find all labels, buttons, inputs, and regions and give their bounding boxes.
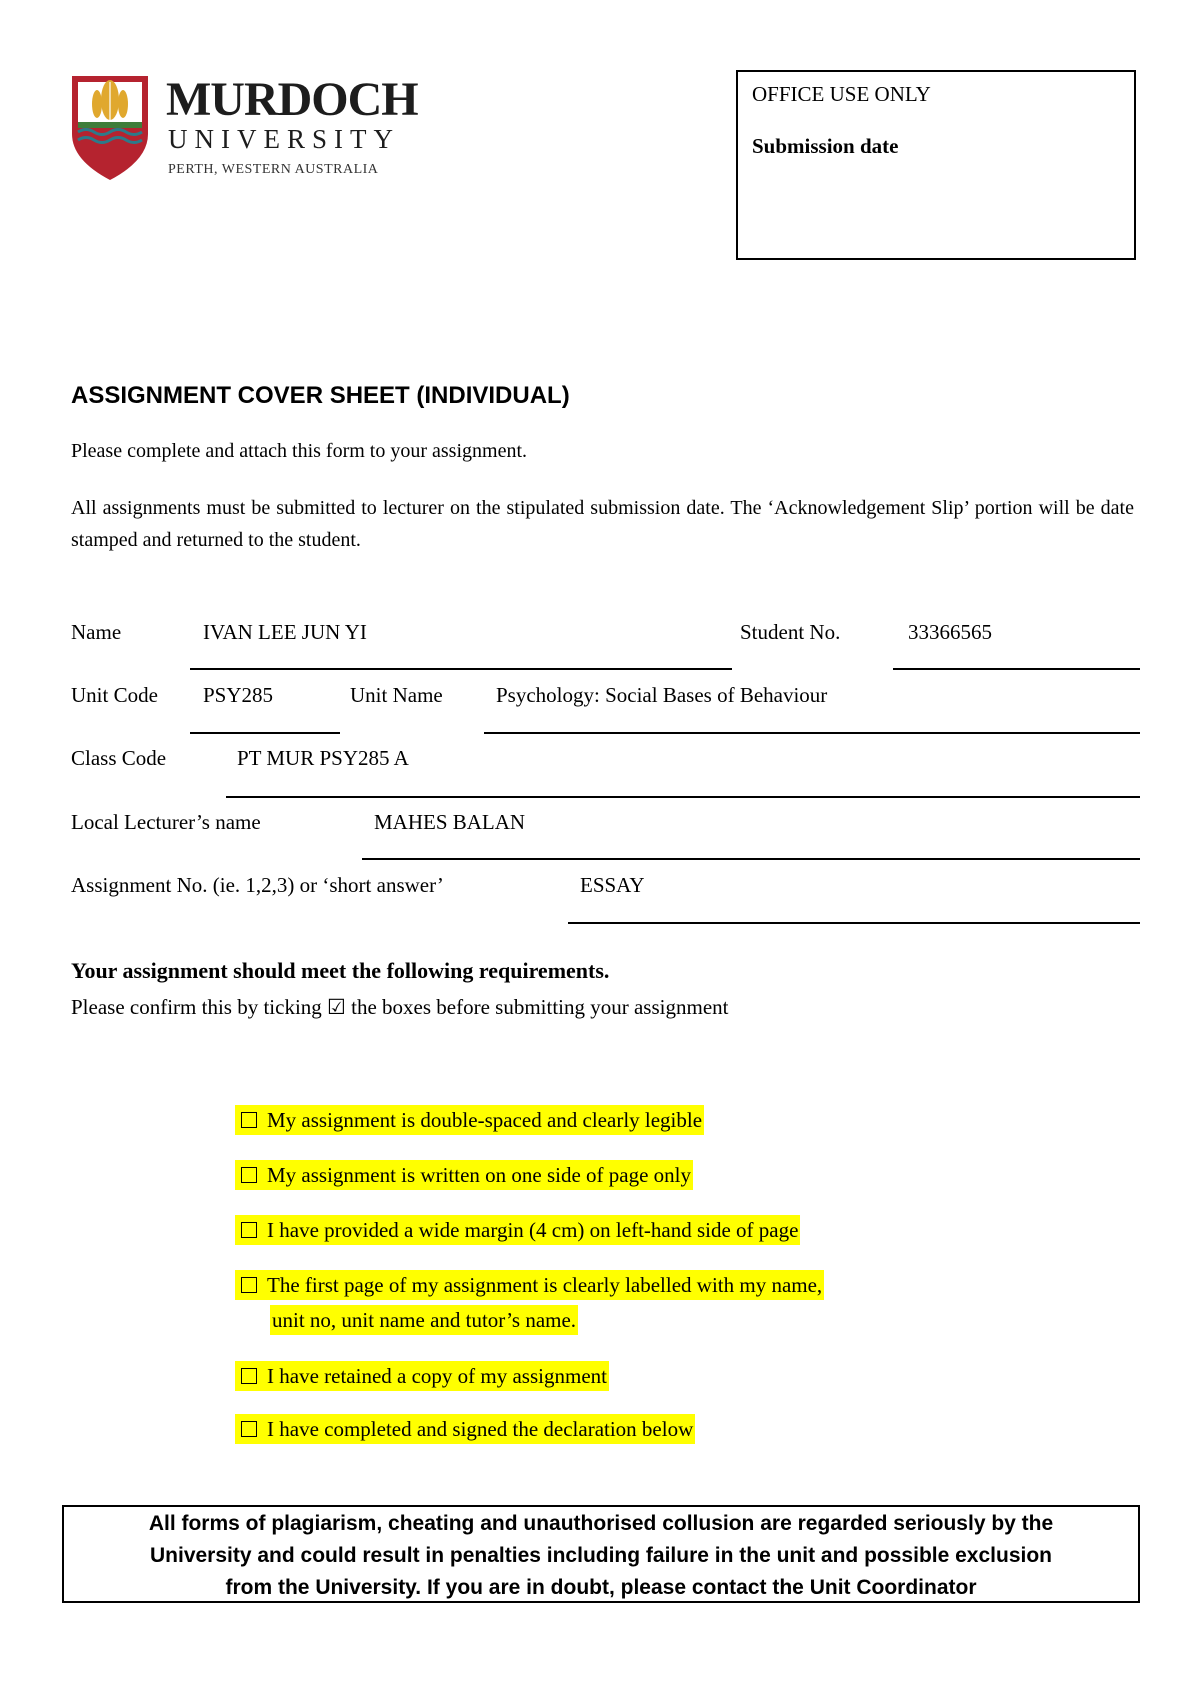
- requirement-item[interactable]: [235, 1414, 695, 1444]
- requirement-item[interactable]: [235, 1160, 693, 1190]
- page-title: ASSIGNMENT COVER SHEET (INDIVIDUAL): [71, 382, 570, 409]
- university-logo: [70, 73, 418, 184]
- name-underline: [190, 668, 732, 670]
- name-label: Name: [71, 620, 122, 644]
- lecturer-underline: [362, 858, 1140, 860]
- requirement-text: My assignment is double-spaced and clearly legible: [267, 1108, 703, 1132]
- logo-name-line1: MURDOCH: [166, 73, 418, 126]
- name-value[interactable]: IVAN LEE JUN YI: [203, 620, 367, 644]
- assignment-no-underline: [568, 922, 1140, 924]
- warning-line-3: from the University. If you are in doubt, please contact the Unit Coordinator: [225, 1576, 977, 1599]
- unit-name-label: Unit Name: [350, 683, 443, 707]
- logo-location: PERTH, WESTERN AUSTRALIA: [168, 162, 379, 177]
- submission-date-label: Submission date: [752, 134, 899, 158]
- requirement-item-continued: [270, 1305, 578, 1335]
- requirement-text: I have retained a copy of my assignment: [267, 1364, 607, 1388]
- intro-line-1: Please complete and attach this form to your assignment.: [71, 440, 527, 462]
- checkbox-icon[interactable]: [241, 1222, 257, 1238]
- lecturer-label: Local Lecturer’s name: [71, 810, 261, 834]
- requirement-text: I have completed and signed the declaration below: [267, 1417, 694, 1441]
- lecturer-value[interactable]: MAHES BALAN: [374, 810, 526, 834]
- assignment-no-label: Assignment No. (ie. 1,2,3) or ‘short answer’: [71, 873, 444, 897]
- requirement-item[interactable]: [235, 1215, 800, 1245]
- unit-name-value[interactable]: Psychology: Social Bases of Behaviour: [496, 683, 828, 707]
- checkbox-icon[interactable]: [241, 1421, 257, 1437]
- student-no-value[interactable]: 33366565: [908, 620, 992, 644]
- requirement-text: unit no, unit name and tutor’s name.: [272, 1308, 577, 1332]
- requirement-text: I have provided a wide margin (4 cm) on left-hand side of page: [267, 1218, 799, 1242]
- requirement-item[interactable]: [235, 1105, 704, 1135]
- class-code-value[interactable]: PT MUR PSY285 A: [237, 746, 409, 770]
- warning-line-1: All forms of plagiarism, cheating and unauthorised collusion are regarded seriously by the: [148, 1512, 1054, 1535]
- class-code-label: Class Code: [71, 746, 167, 770]
- office-use-title: OFFICE USE ONLY: [752, 82, 931, 106]
- intro-line-2: All assignments must be submitted to lecturer on the stipulated submission date. The ‘Acknowledgement Slip’ portion will be date stamped and returned to the student.: [71, 497, 1134, 551]
- warning-line-2: University and could result in penalties including failure in the unit and possible exclusion: [150, 1544, 1052, 1567]
- logo-name-line2: UNIVERSITY: [168, 124, 400, 154]
- student-no-label: Student No.: [740, 620, 841, 644]
- requirements-heading: Your assignment should meet the following requirements.: [71, 958, 610, 983]
- requirement-text: My assignment is written on one side of page only: [267, 1163, 692, 1187]
- checkbox-icon[interactable]: [241, 1167, 257, 1183]
- checkbox-icon[interactable]: [241, 1277, 257, 1293]
- requirement-text: The first page of my assignment is clearly labelled with my name,: [267, 1273, 823, 1297]
- requirements-subheading: Please confirm this by ticking ☑ the boxes before submitting your assignment: [71, 995, 729, 1019]
- checkbox-icon[interactable]: [241, 1368, 257, 1384]
- requirement-item[interactable]: [235, 1270, 824, 1300]
- student-no-underline: [893, 668, 1140, 670]
- assignment-no-value[interactable]: ESSAY: [580, 873, 645, 897]
- unit-name-underline: [484, 732, 1140, 734]
- plagiarism-warning-box: [62, 1505, 1140, 1603]
- unit-code-underline: [190, 732, 340, 734]
- unit-code-value[interactable]: PSY285: [203, 683, 274, 707]
- requirement-item[interactable]: [235, 1361, 609, 1391]
- unit-code-label: Unit Code: [71, 683, 158, 707]
- office-use-box: [736, 70, 1136, 260]
- checkbox-icon[interactable]: [241, 1112, 257, 1128]
- crest-icon: [70, 74, 150, 182]
- class-code-underline: [226, 796, 1140, 798]
